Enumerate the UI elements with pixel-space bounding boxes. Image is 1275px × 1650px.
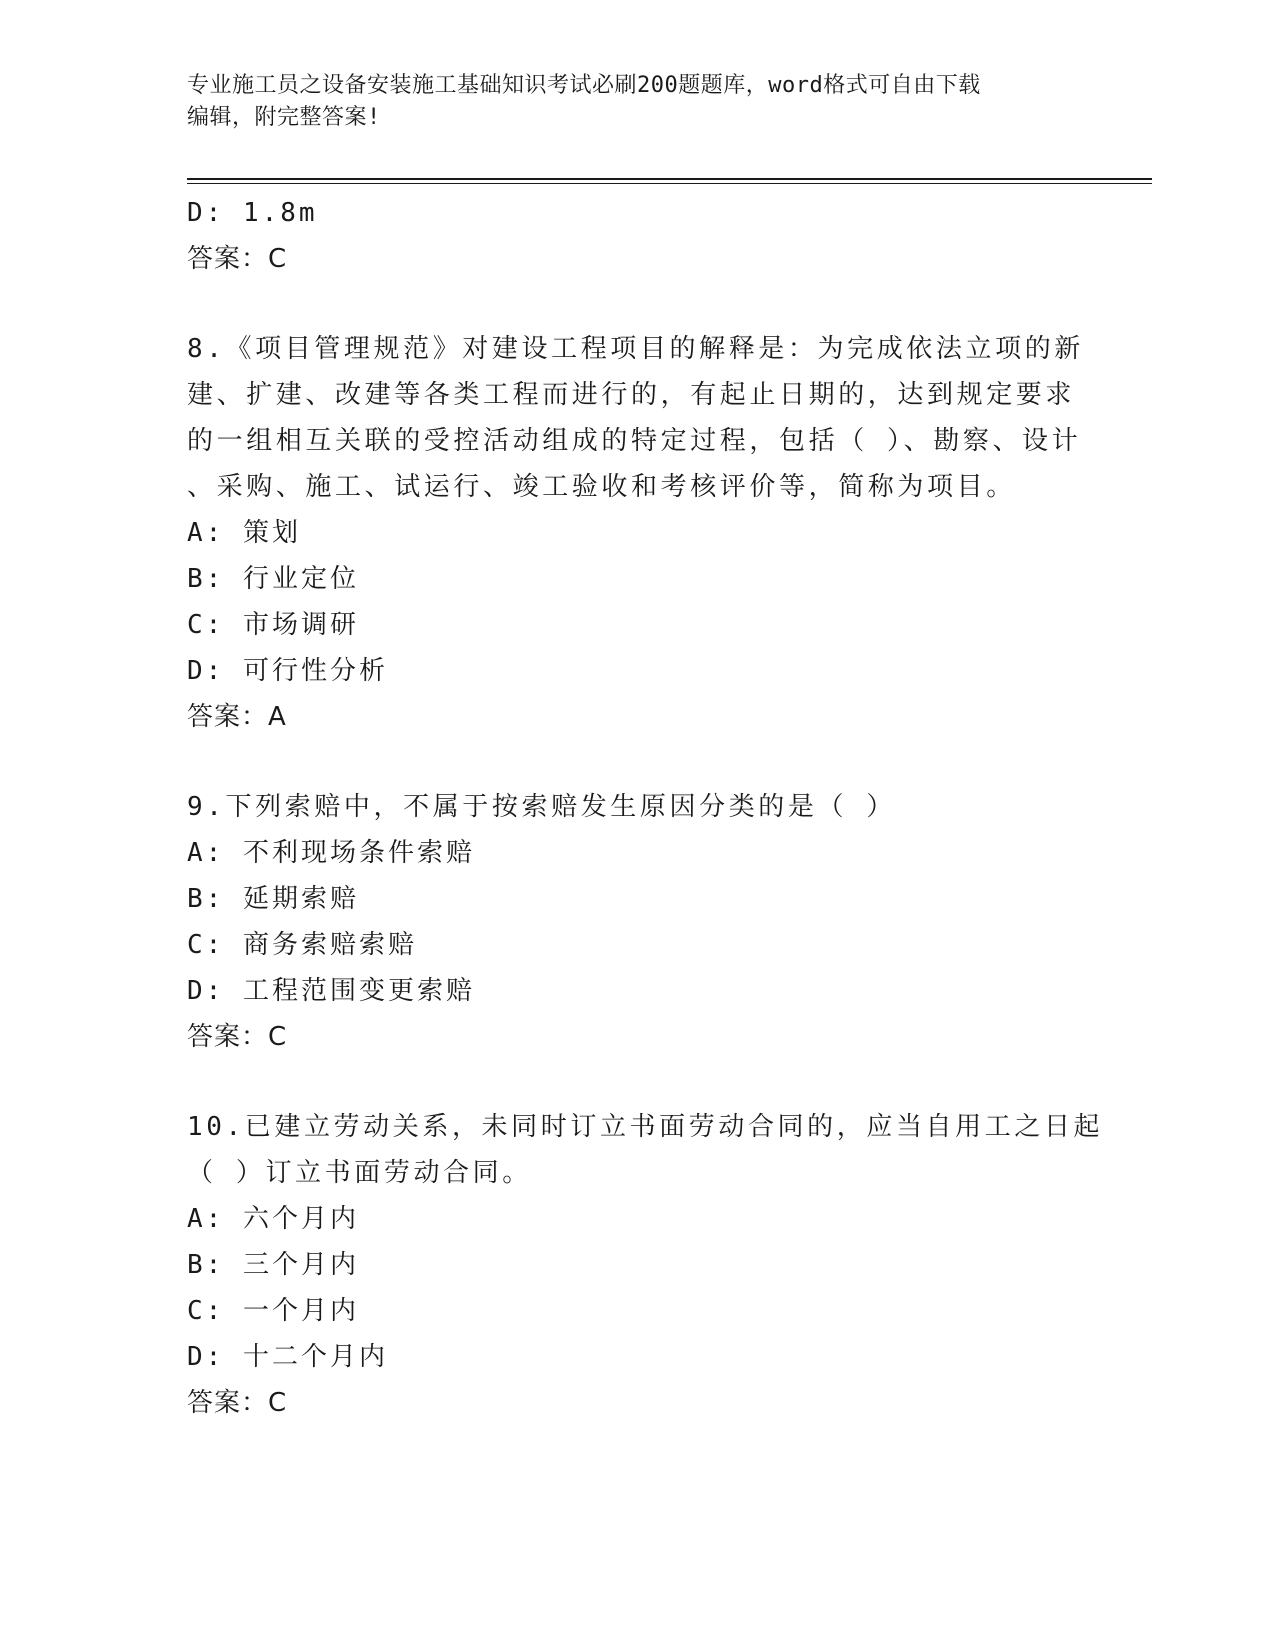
page-header — [187, 70, 1067, 134]
option-a: A: 六个月内 — [187, 1204, 359, 1234]
question-9 — [187, 784, 1087, 1060]
option-b: B: 延期索赔 — [187, 884, 359, 914]
option-a: A: 策划 — [187, 518, 301, 548]
spacer — [187, 740, 1087, 784]
spacer — [187, 1060, 1087, 1104]
answer: 答案：C — [187, 1022, 288, 1052]
question-8 — [187, 326, 1087, 740]
question-text-line: 10.已建立劳动关系，未同时订立书面劳动合同的，应当自用工之日起 — [187, 1112, 1104, 1142]
carryover-answer: 答案：C — [187, 244, 288, 274]
option-d: D: 十二个月内 — [187, 1342, 388, 1372]
question-text-line: 9.下列索赔中，不属于按索赔发生原因分类的是（ ） — [187, 792, 896, 822]
answer: 答案：A — [187, 702, 287, 732]
answer: 答案：C — [187, 1388, 288, 1418]
option-a: A: 不利现场条件索赔 — [187, 838, 475, 868]
question-text-line: 的一组相互关联的受控活动组成的特定过程，包括（ ）、勘察、设计 — [187, 426, 1082, 456]
option-c: C: 市场调研 — [187, 610, 359, 640]
option-d: D: 工程范围变更索赔 — [187, 976, 475, 1006]
header-divider-thin — [187, 183, 1152, 184]
option-b: B: 三个月内 — [187, 1250, 359, 1280]
header-title-line-1: 专业施工员之设备安装施工基础知识考试必刷200题题库，word格式可自由下载 — [187, 73, 981, 98]
spacer — [187, 282, 1087, 326]
question-text-line: 8.《项目管理规范》对建设工程项目的解释是：为完成依法立项的新 — [187, 334, 1084, 364]
header-divider-thick — [187, 178, 1152, 180]
question-8-text — [187, 326, 1087, 510]
question-text-line: （ ）订立书面劳动合同。 — [187, 1158, 532, 1188]
question-content — [187, 190, 1104, 1426]
option-d: D: 可行性分析 — [187, 656, 388, 686]
question-text-line: 、采购、施工、试运行、竣工验收和考核评价等，简称为项目。 — [187, 472, 1016, 502]
carryover-option-d: D: 1.8m — [187, 198, 318, 228]
question-10-text — [187, 1104, 1104, 1196]
option-c: C: 一个月内 — [187, 1296, 359, 1326]
question-10 — [187, 1104, 1104, 1426]
header-title-line-2: 编辑，附完整答案! — [187, 105, 381, 130]
question-text-line: 建、扩建、改建等各类工程而进行的，有起止日期的，达到规定要求 — [187, 380, 1076, 410]
option-c: C: 商务索赔索赔 — [187, 930, 417, 960]
option-b: B: 行业定位 — [187, 564, 359, 594]
question-9-text — [187, 784, 1087, 830]
